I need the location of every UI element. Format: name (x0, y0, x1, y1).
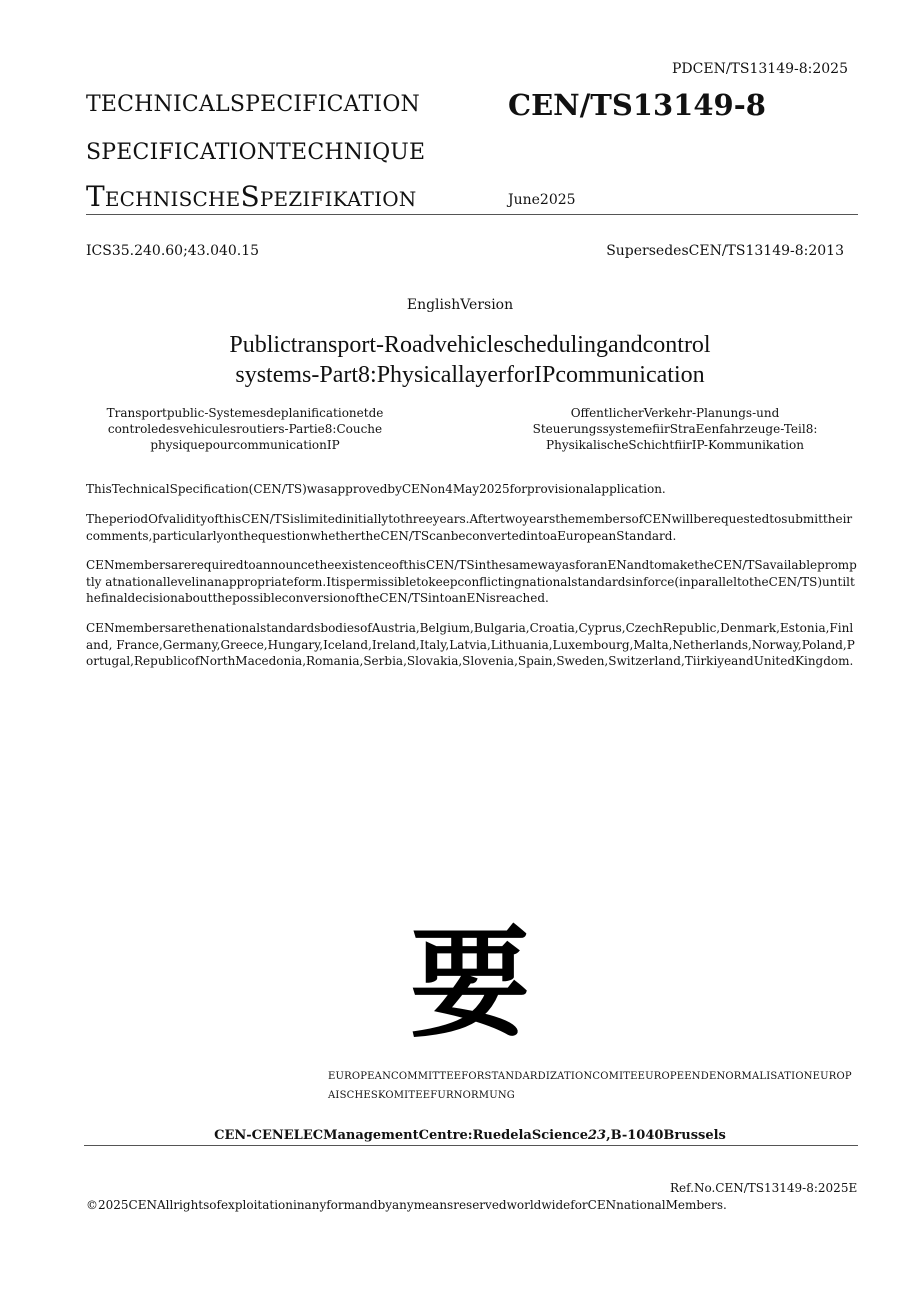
header-divider (86, 214, 858, 215)
spec-type-german: TechnischeSpezifikation (86, 180, 417, 213)
document-title-line-2: systems-Part8:PhysicallayerforIPcommunication (235, 362, 705, 388)
approval-paragraph: ThisTechnicalSpecification(CEN/TS)wasapprovedbyCENon4May2025forprovisionalapplication. (86, 482, 666, 496)
title-french: Transportpublic-Systemesdeplanificationetde controledesvehiculesroutiers-Partie8:Couche physiquepourcommunicationIP (106, 406, 384, 452)
management-centre-address (0, 1128, 920, 1143)
footer-divider (84, 1145, 858, 1146)
organization-logo-glyph: 要 (410, 915, 530, 1054)
committee-names: EUROPEANCOMMITTEEFORSTANDARDIZATIONCOMITEEUROPEENDENORMALISATIONEUROPAISCHESKOMITEEFURNORMUNG (328, 1071, 852, 1101)
document-reference-top: PDCEN/TS13149-8:2025 (672, 61, 848, 77)
members-list-paragraph: CENmembersarethenationalstandardsbodiesofAustria,Belgium,Bulgaria,Croatia,Cyprus,CzechRepublic,Denmark,Estonia,Finland, France,Germany,Greece,Hungary,Iceland,Ireland,Italy,Latvia,Lithuania,Luxembourg,Malta,Netherlands,Norway,Poland,Portugal,RepublicofNorthMacedonia,Romania,Serbia,Slovakia,Slovenia,Spain,Sweden,Switzerland,TiirkiyeandUnitedKingdom. (86, 621, 855, 668)
address-city: ,B-1040Brussels (606, 1128, 726, 1143)
spec-type-french: SPECIFICATIONTECHNIQUE (86, 140, 426, 165)
supersedes-note: SupersedesCEN/TS13149-8:2013 (606, 243, 844, 259)
spec-type-english: TECHNICALSPECIFICATION (86, 92, 421, 117)
publication-date: June2025 (508, 192, 576, 208)
document-title (120, 330, 820, 390)
ics-codes: ICS35.240.60;43.040.15 (86, 243, 260, 259)
address-number: 23 (588, 1128, 607, 1143)
validity-paragraph: TheperiodOfvalidityofthisCEN/TSislimitedinitiallytothreeyears.AftertwoyearsthemembersofCENwillberequestedtosubmittheircomments,particularlyonthequestionwhethertheCEN/TScanbeconvertedintoaEuropeanStandard. (86, 512, 853, 543)
language-version: EnglishVersion (406, 297, 514, 313)
members-obligation-paragraph: CENmembersarerequiredtoannouncetheexistenceofthisCEN/TSinthesamewayasforanENandtomaketheCEN/TSavailablepromptly atnationallevelinanappropriateform.Itispermissibletokeepconflictingnationalstandardsinforce(inparalleltotheCEN/TS)untilthefinaldecisionaboutthepossibleconversionoftheCEN/TSintoanENisreached. (86, 558, 857, 605)
address-street: CEN-CENELECManagementCentre:RuedelaScience (214, 1128, 588, 1143)
document-title-line-1: Publictransport-Roadvehicleschedulingandcontrol (229, 332, 711, 358)
copyright-notice: ©2025CENAllrightsofexploitationinanyformandbyanymeansreservedworldwideforCENnationalMembers. (86, 1198, 727, 1212)
title-german: OffentlicherVerkehr-Planungs-und SteuerungssystemefiirStraEenfahrzeuge-Teil8: PhysikalischeSchichtfiirIP-Kommunikation (532, 406, 818, 452)
document-number: CEN/TS13149-8 (508, 88, 766, 122)
reference-number: Ref.No.CEN/TS13149-8:2025E (670, 1181, 858, 1195)
